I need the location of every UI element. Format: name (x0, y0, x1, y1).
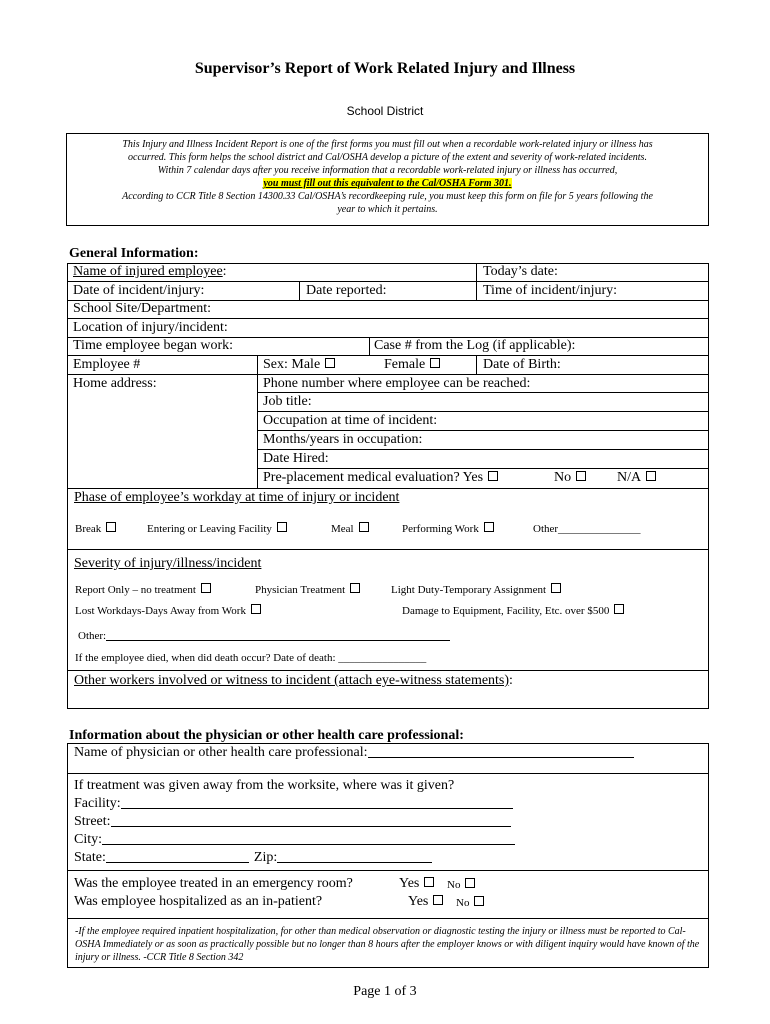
physician-name-label: Name of physician or other health care professional: (74, 745, 368, 760)
light-duty-checkbox[interactable] (551, 583, 561, 593)
hosp-no-checkbox[interactable] (474, 896, 484, 906)
hospital-question: Was employee hospitalized as an in-patient? (74, 894, 323, 909)
pre-placement-no-label: No (554, 470, 572, 485)
physician-treatment-checkbox[interactable] (350, 583, 360, 593)
death-date-label: If the employee died, when did death occur? Date of death: ________________ (75, 652, 427, 664)
date-reported-label: Date reported: (306, 283, 387, 298)
hosp-no-label: No (456, 897, 470, 909)
hospitalization-note: -If the employee required inpatient hospitalization, for other than medical observation or diagnostic testing the injury or illness must be reported to Cal-OSHA Immediately or as soon as practically possible but no longer than 8 hours after the employer knows or with diligent inquiry would have known of the injury or illness. -CCR Title 8 Section 342 (75, 926, 700, 963)
severity-other-label: Other: (78, 630, 107, 642)
phone-label: Phone number where employee can be reached: (263, 376, 531, 391)
er-yes-checkbox[interactable] (424, 877, 434, 887)
physician-treatment-label: Physician Treatment (255, 584, 346, 596)
page-subtitle: School District (346, 104, 424, 118)
location-label: Location of injury/incident: (73, 320, 228, 335)
meal-label: Meal (331, 523, 354, 535)
break-label: Break (75, 523, 102, 535)
female-label: Female (384, 357, 426, 372)
todays-date-label: Today’s date: (483, 264, 558, 279)
sex-male-label: Sex: Male (263, 357, 321, 372)
er-question: Was the employee treated in an emergency room? (74, 876, 353, 891)
intro-line: This Injury and Illness Incident Report is one of the first forms you must fill out when a recordable work-related injury or illness has (122, 139, 653, 150)
light-duty-label: Light Duty-Temporary Assignment (391, 584, 547, 596)
break-checkbox[interactable] (106, 522, 116, 532)
report-only-checkbox[interactable] (201, 583, 211, 593)
name-label: Name of injured employee (73, 264, 223, 279)
performing-label: Performing Work (402, 523, 479, 535)
intro-box (66, 133, 709, 226)
entering-label: Entering or Leaving Facility (147, 523, 272, 535)
intro-line: occurred. This form helps the school district and Cal/OSHA develop a picture of the extent and severity of work-related incidents. (128, 152, 647, 163)
date-incident-label: Date of incident/injury: (73, 283, 205, 298)
zip-label: Zip: (253, 850, 278, 865)
witness-colon: : (509, 673, 513, 688)
employee-number-label: Employee # (73, 357, 141, 372)
zip-field[interactable] (277, 850, 432, 863)
city-label: City: (74, 832, 103, 847)
city-field[interactable] (102, 832, 515, 845)
time-began-label: Time employee began work: (73, 338, 234, 353)
lost-workdays-label: Lost Workdays-Days Away from Work (75, 605, 246, 617)
occupation-label: Occupation at time of incident: (263, 413, 438, 428)
meal-checkbox[interactable] (359, 522, 369, 532)
street-field[interactable] (111, 814, 511, 827)
damage-label: Damage to Equipment, Facility, Etc. over $500 (402, 605, 610, 617)
pre-placement-na-checkbox[interactable] (646, 471, 656, 481)
entering-checkbox[interactable] (277, 522, 287, 532)
er-no-label: No (447, 879, 461, 891)
general-heading: General Information: (69, 246, 199, 261)
male-checkbox[interactable] (325, 358, 335, 368)
state-label: State: (74, 850, 106, 865)
pre-placement-na-label: N/A (617, 470, 642, 485)
state-field[interactable] (106, 850, 249, 863)
pre-placement-yes-checkbox[interactable] (488, 471, 498, 481)
hosp-yes-checkbox[interactable] (433, 895, 443, 905)
pre-placement-label: Pre-placement medical evaluation? Yes (263, 470, 484, 485)
time-incident-label: Time of incident/injury: (483, 283, 618, 298)
dob-label: Date of Birth: (483, 357, 561, 372)
page-number: Page 1 of 3 (353, 984, 417, 999)
months-years-label: Months/years in occupation: (263, 432, 423, 447)
severity-other-field[interactable] (106, 628, 450, 641)
intro-highlight: you must fill out this equivalent to the Cal/OSHA Form 301. (263, 178, 512, 189)
lost-workdays-checkbox[interactable] (251, 604, 261, 614)
phase-heading: Phase of employee’s workday at time of injury or incident (74, 490, 400, 505)
witness-heading: Other workers involved or witness to incident (attach eye-witness statements) (74, 673, 510, 688)
phase-other-field[interactable]: Other_______________ (533, 523, 641, 535)
intro-line: Within 7 calendar days after you receive information that a recordable work-related injury or illness has occurred, (157, 165, 618, 176)
female-checkbox[interactable] (430, 358, 440, 368)
home-address-label: Home address: (73, 376, 157, 391)
physician-name-field[interactable] (368, 745, 634, 758)
street-label: Street: (74, 814, 111, 829)
away-question: If treatment was given away from the worksite, where was it given? (74, 778, 455, 793)
school-site-label: School Site/Department: (73, 301, 212, 316)
intro-line: year to which it pertains. (337, 204, 438, 215)
report-only-label: Report Only – no treatment (75, 584, 196, 596)
damage-checkbox[interactable] (614, 604, 624, 614)
facility-field[interactable] (121, 796, 513, 809)
job-title-label: Job title: (263, 394, 312, 409)
case-number-label: Case # from the Log (if applicable): (374, 338, 576, 353)
severity-heading: Severity of injury/illness/incident (74, 556, 262, 571)
hosp-yes-label: Yes (408, 894, 429, 909)
er-yes-label: Yes (399, 876, 420, 891)
er-no-checkbox[interactable] (465, 878, 475, 888)
performing-checkbox[interactable] (484, 522, 494, 532)
facility-label: Facility: (74, 796, 121, 811)
page-title: Supervisor’s Report of Work Related Injury and Illness (194, 60, 576, 77)
name-colon: : (222, 264, 227, 279)
date-hired-label: Date Hired: (263, 451, 329, 466)
intro-line: According to CCR Title 8 Section 14300.33 Cal/OSHA’s recordkeeping rule, you must keep this form on file for 5 years following the (122, 191, 653, 202)
pre-placement-no-checkbox[interactable] (576, 471, 586, 481)
physician-heading: Information about the physician or other health care professional: (69, 728, 464, 743)
